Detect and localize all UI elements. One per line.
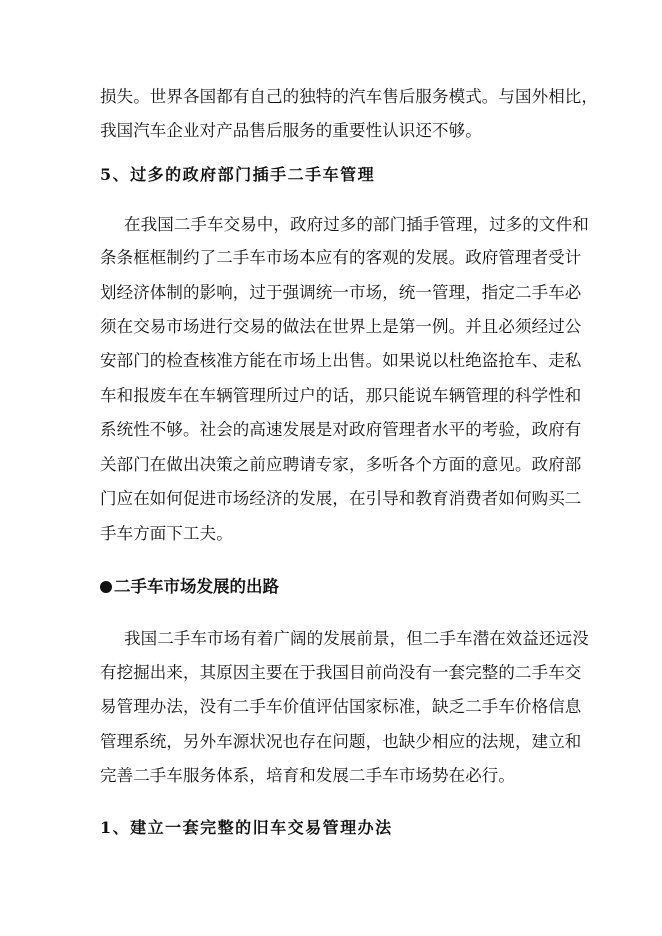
para-5-line-2: 条条框框制约了二手车市场本应有的客观的发展。政府管理者受计 [100, 248, 582, 267]
intro-line-2: 我国汽车企业对产品售后服务的重要性认识还不够。 [100, 121, 482, 140]
section-para-line-1: 我国二手车市场有着广阔的发展前景，但二手车潜在效益还远没 [124, 629, 589, 648]
section-para-line-2: 有挖掘出来，其原因主要在于我国目前尚没有一套完整的二手车交 [100, 663, 582, 682]
section-heading [100, 577, 279, 597]
intro-line-1: 损失。世界各国都有自己的独特的汽车售后服务模式。与国外相比， [100, 87, 598, 106]
para-5-line-8: 关部门在做出决策之前应聘请专家，多听各个方面的意见。政府部 [100, 455, 582, 474]
bullet-dot-icon [100, 581, 112, 593]
section-para-line-5: 完善二手车服务体系，培育和发展二手车市场势在必行。 [100, 766, 515, 785]
para-5-line-1: 在我国二手车交易中，政府过多的部门插手管理，过多的文件和 [124, 215, 589, 234]
para-5-line-6: 车和报废车在车辆管理所过户的话，那只能说车辆管理的科学性和 [100, 386, 582, 405]
para-5-line-10: 手车方面下工夫。 [100, 524, 233, 543]
para-5-line-3: 划经济体制的影响，过于强调统一市场，统一管理，指定二手车必 [100, 283, 582, 302]
section-heading-text: 二手车市场发展的出路 [114, 577, 279, 596]
para-5-line-7: 系统性不够。社会的高速发展是对政府管理者水平的考验，政府有 [100, 420, 582, 439]
para-5-line-9: 门应在如何促进市场经济的发展，在引导和教育消费者如何购买二 [100, 489, 582, 508]
para-5-line-5: 安部门的检查核准方能在市场上出售。如果说以杜绝盗抢车、走私 [100, 351, 582, 370]
heading-5: 5、过多的政府部门插手二手车管理 [100, 165, 376, 184]
para-5-line-4: 须在交易市场进行交易的做法在世界上是第一例。并且必须经过公 [100, 317, 582, 336]
section-para-line-3: 易管理办法，没有二手车价值评估国家标准，缺乏二手车价格信息 [100, 697, 582, 716]
section-para-line-4: 管理系统，另外车源状况也存在问题，也缺少相应的法规，建立和 [100, 732, 582, 751]
heading-1: 1、建立一套完整的旧车交易管理办法 [100, 818, 393, 837]
